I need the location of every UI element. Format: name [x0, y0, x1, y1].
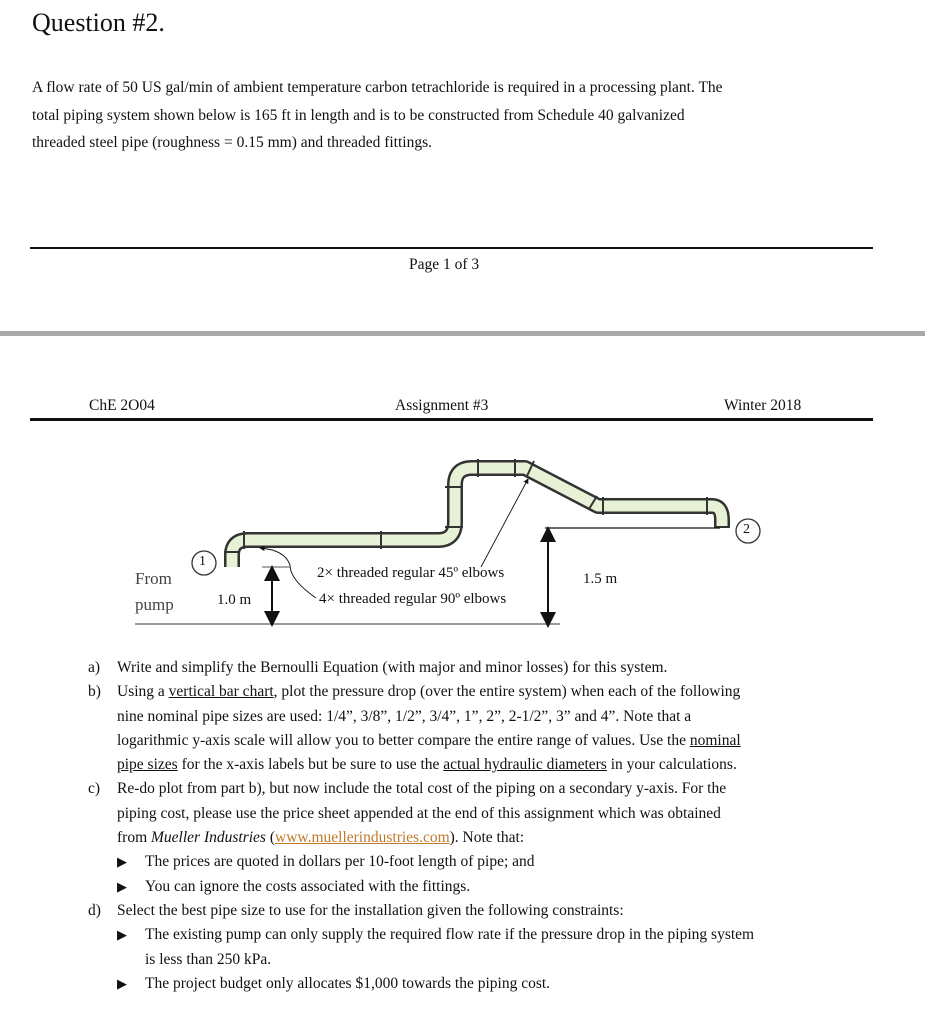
leader-90-elbows: [260, 548, 316, 598]
elbows-90-label: 4× threaded regular 90º elbows: [319, 591, 507, 607]
intro-line: total piping system shown below is 165 ft in length and is to be constructed from Schedule 40 galvanized: [32, 106, 685, 124]
part-text: (: [265, 829, 276, 847]
mueller-link[interactable]: www.muellerindustries.com: [275, 829, 450, 847]
bullet-text: is less than 250 kPa.: [145, 950, 272, 968]
height-2-label: 1.5 m: [583, 571, 618, 587]
leader-45-elbows: [481, 479, 528, 567]
part-text: ). Note that:: [449, 829, 525, 847]
emphasis: nominal: [689, 731, 741, 749]
part-label: b): [88, 683, 101, 701]
question-title: Question #2.: [32, 8, 165, 37]
from-label: From: [135, 569, 172, 588]
bullet-item: [88, 972, 888, 996]
part-text: , plot the pressure drop (over the entire system) when each of the following: [273, 683, 741, 701]
part-text: from: [117, 829, 152, 847]
course-code: ChE 2O04: [89, 397, 155, 414]
intro-line: A flow rate of 50 US gal/min of ambient temperature carbon tetrachloride is required in a processing plant. The: [32, 79, 723, 96]
elbows-45-label: 2× threaded regular 45º elbows: [317, 565, 505, 581]
bullet-icon: ▶: [117, 878, 127, 894]
part-text: in your calculations.: [606, 756, 737, 774]
intro-line: threaded steel pipe (roughness = 0.15 mm) and threaded fittings.: [32, 134, 433, 151]
bullet-item: [88, 875, 888, 899]
part-label: a): [88, 659, 101, 676]
bullet-item: [88, 850, 888, 874]
company-name: Mueller Industries: [151, 829, 266, 847]
part-a: [88, 656, 888, 680]
bullet-text: The existing pump can only supply the required flow rate if the pressure drop in the piping system: [145, 926, 755, 944]
bullet-item: [88, 923, 888, 972]
assignment-label: Assignment #3: [395, 397, 489, 414]
bullet-text: The project budget only allocates $1,000 towards the piping cost.: [145, 974, 551, 992]
part-label: c): [88, 780, 101, 798]
bullet-text: You can ignore the costs associated with the fittings.: [145, 877, 471, 895]
part-label: d): [88, 901, 101, 919]
question-parts: [88, 656, 888, 996]
bullet-icon: ▶: [117, 975, 127, 991]
pump-label: pump: [135, 595, 174, 614]
bullet-icon: ▶: [117, 854, 127, 870]
bullet-text: The prices are quoted in dollars per 10-foot length of pipe; and: [145, 853, 535, 871]
pipe: [224, 459, 730, 567]
part-c: [88, 777, 888, 850]
part-text: for the x-axis labels but be sure to use the: [177, 756, 444, 774]
bullet-icon: ▶: [117, 927, 127, 943]
part-d: [88, 899, 888, 923]
part-text: nine nominal pipe sizes are used: 1/4”, 3/8”, 1/2”, 3/4”, 1”, 2”, 2-1/2”, 3” and 4”. Note that a: [117, 707, 692, 725]
emphasis: pipe sizes: [117, 756, 178, 774]
point-2-label: 2: [743, 522, 750, 537]
part-text: Re-do plot from part b), but now include the total cost of the piping on a secondary y-axis. For the: [117, 780, 727, 798]
part-text: Write and simplify the Bernoulli Equation (with major and minor losses) for this system.: [117, 659, 668, 676]
part-b: [88, 680, 888, 777]
part-text: piping cost, please use the price sheet appended at the end of this assignment which was obtained: [117, 804, 721, 822]
point-1-label: 1: [199, 554, 206, 569]
part-text: Select the best pipe size to use for the installation given the following constraints:: [117, 901, 624, 919]
part-text: logarithmic y-axis scale will allow you to better compare the entire range of values. Use the: [117, 731, 690, 749]
part-text: Using a: [117, 683, 169, 701]
term-label: Winter 2018: [724, 397, 802, 414]
emphasis: vertical bar chart: [168, 683, 274, 701]
page-number: Page 1 of 3: [409, 256, 480, 273]
emphasis: actual hydraulic diameters: [443, 756, 607, 774]
height-1-label: 1.0 m: [217, 592, 252, 608]
